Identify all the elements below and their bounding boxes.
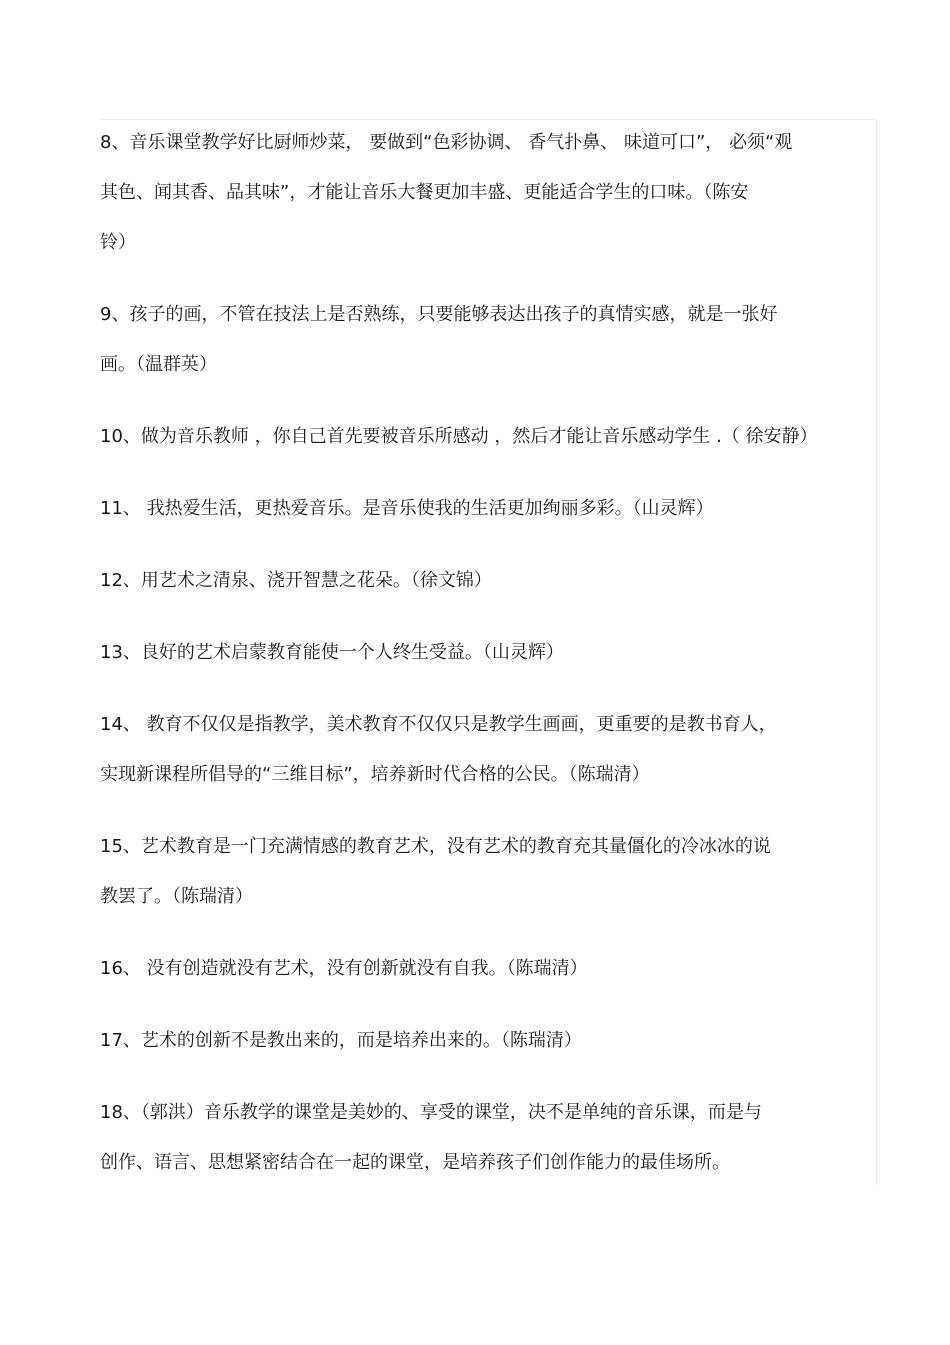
quote-line: 创作、语言、思想紧密结合在一起的课堂，是培养孩子们创作能力的最佳场所。	[100, 1152, 730, 1173]
quote-item-14	[100, 700, 890, 800]
quote-line: 画。（温群英）	[100, 354, 217, 375]
quote-item-15	[100, 822, 890, 922]
quote-line: 15、艺术教育是一门充满情感的教育艺术，没有艺术的教育充其量僵化的冷冰冰的说	[100, 836, 771, 857]
quote-line: 13、良好的艺术启蒙教育能使一个人终生受益。（山灵辉）	[100, 642, 564, 663]
quote-line: 17、艺术的创新不是教出来的，而是培养出来的。（陈瑞清）	[100, 1030, 582, 1051]
quote-item-18	[100, 1088, 890, 1188]
quote-line: 铃）	[100, 232, 136, 253]
quote-item-9	[100, 290, 890, 390]
quote-item-12	[100, 556, 890, 606]
quote-line: 10、做为音乐教师 ，你自己首先要被音乐所感动 ，然后才能让音乐感动学生 .（ 徐安静）	[100, 426, 818, 447]
quote-line: 9、孩子的画，不管在技法上是否熟练，只要能够表达出孩子的真情实感，就是一张好	[100, 304, 778, 325]
quote-item-16	[100, 944, 890, 994]
quote-line: 11、 我热爱生活，更热爱音乐。是音乐使我的生活更加绚丽多彩。（山灵辉）	[100, 498, 714, 519]
quote-item-17	[100, 1016, 890, 1066]
quote-line: 实现新课程所倡导的“三维目标”，培养新时代合格的公民。（陈瑞清）	[100, 764, 650, 785]
quote-line: 16、 没有创造就没有艺术，没有创新就没有自我。（陈瑞清）	[100, 958, 588, 979]
quote-line: 18、（郭洪）音乐教学的课堂是美妙的、享受的课堂，决不是单纯的音乐课，而是与	[100, 1102, 762, 1123]
document-body	[100, 118, 890, 1210]
quote-item-10	[100, 412, 890, 462]
quote-line: 12、用艺术之清泉、浇开智慧之花朵。（徐文锦）	[100, 570, 492, 591]
quote-line: 14、 教育不仅仅是指教学，美术教育不仅仅只是教学生画画，更重要的是教书育人，	[100, 714, 777, 735]
quote-item-11	[100, 484, 890, 534]
quote-line: 教罢了。（陈瑞清）	[100, 886, 253, 907]
quote-item-8	[100, 118, 890, 268]
quote-line: 其色、闻其香、品其味”，才能让音乐大餐更加丰盛、更能适合学生的口味。（陈安	[100, 182, 749, 203]
quote-item-13	[100, 628, 890, 678]
quote-line: 8、音乐课堂教学好比厨师炒菜， 要做到“色彩协调、 香气扑鼻、 味道可口”， 必须“观	[100, 132, 793, 153]
